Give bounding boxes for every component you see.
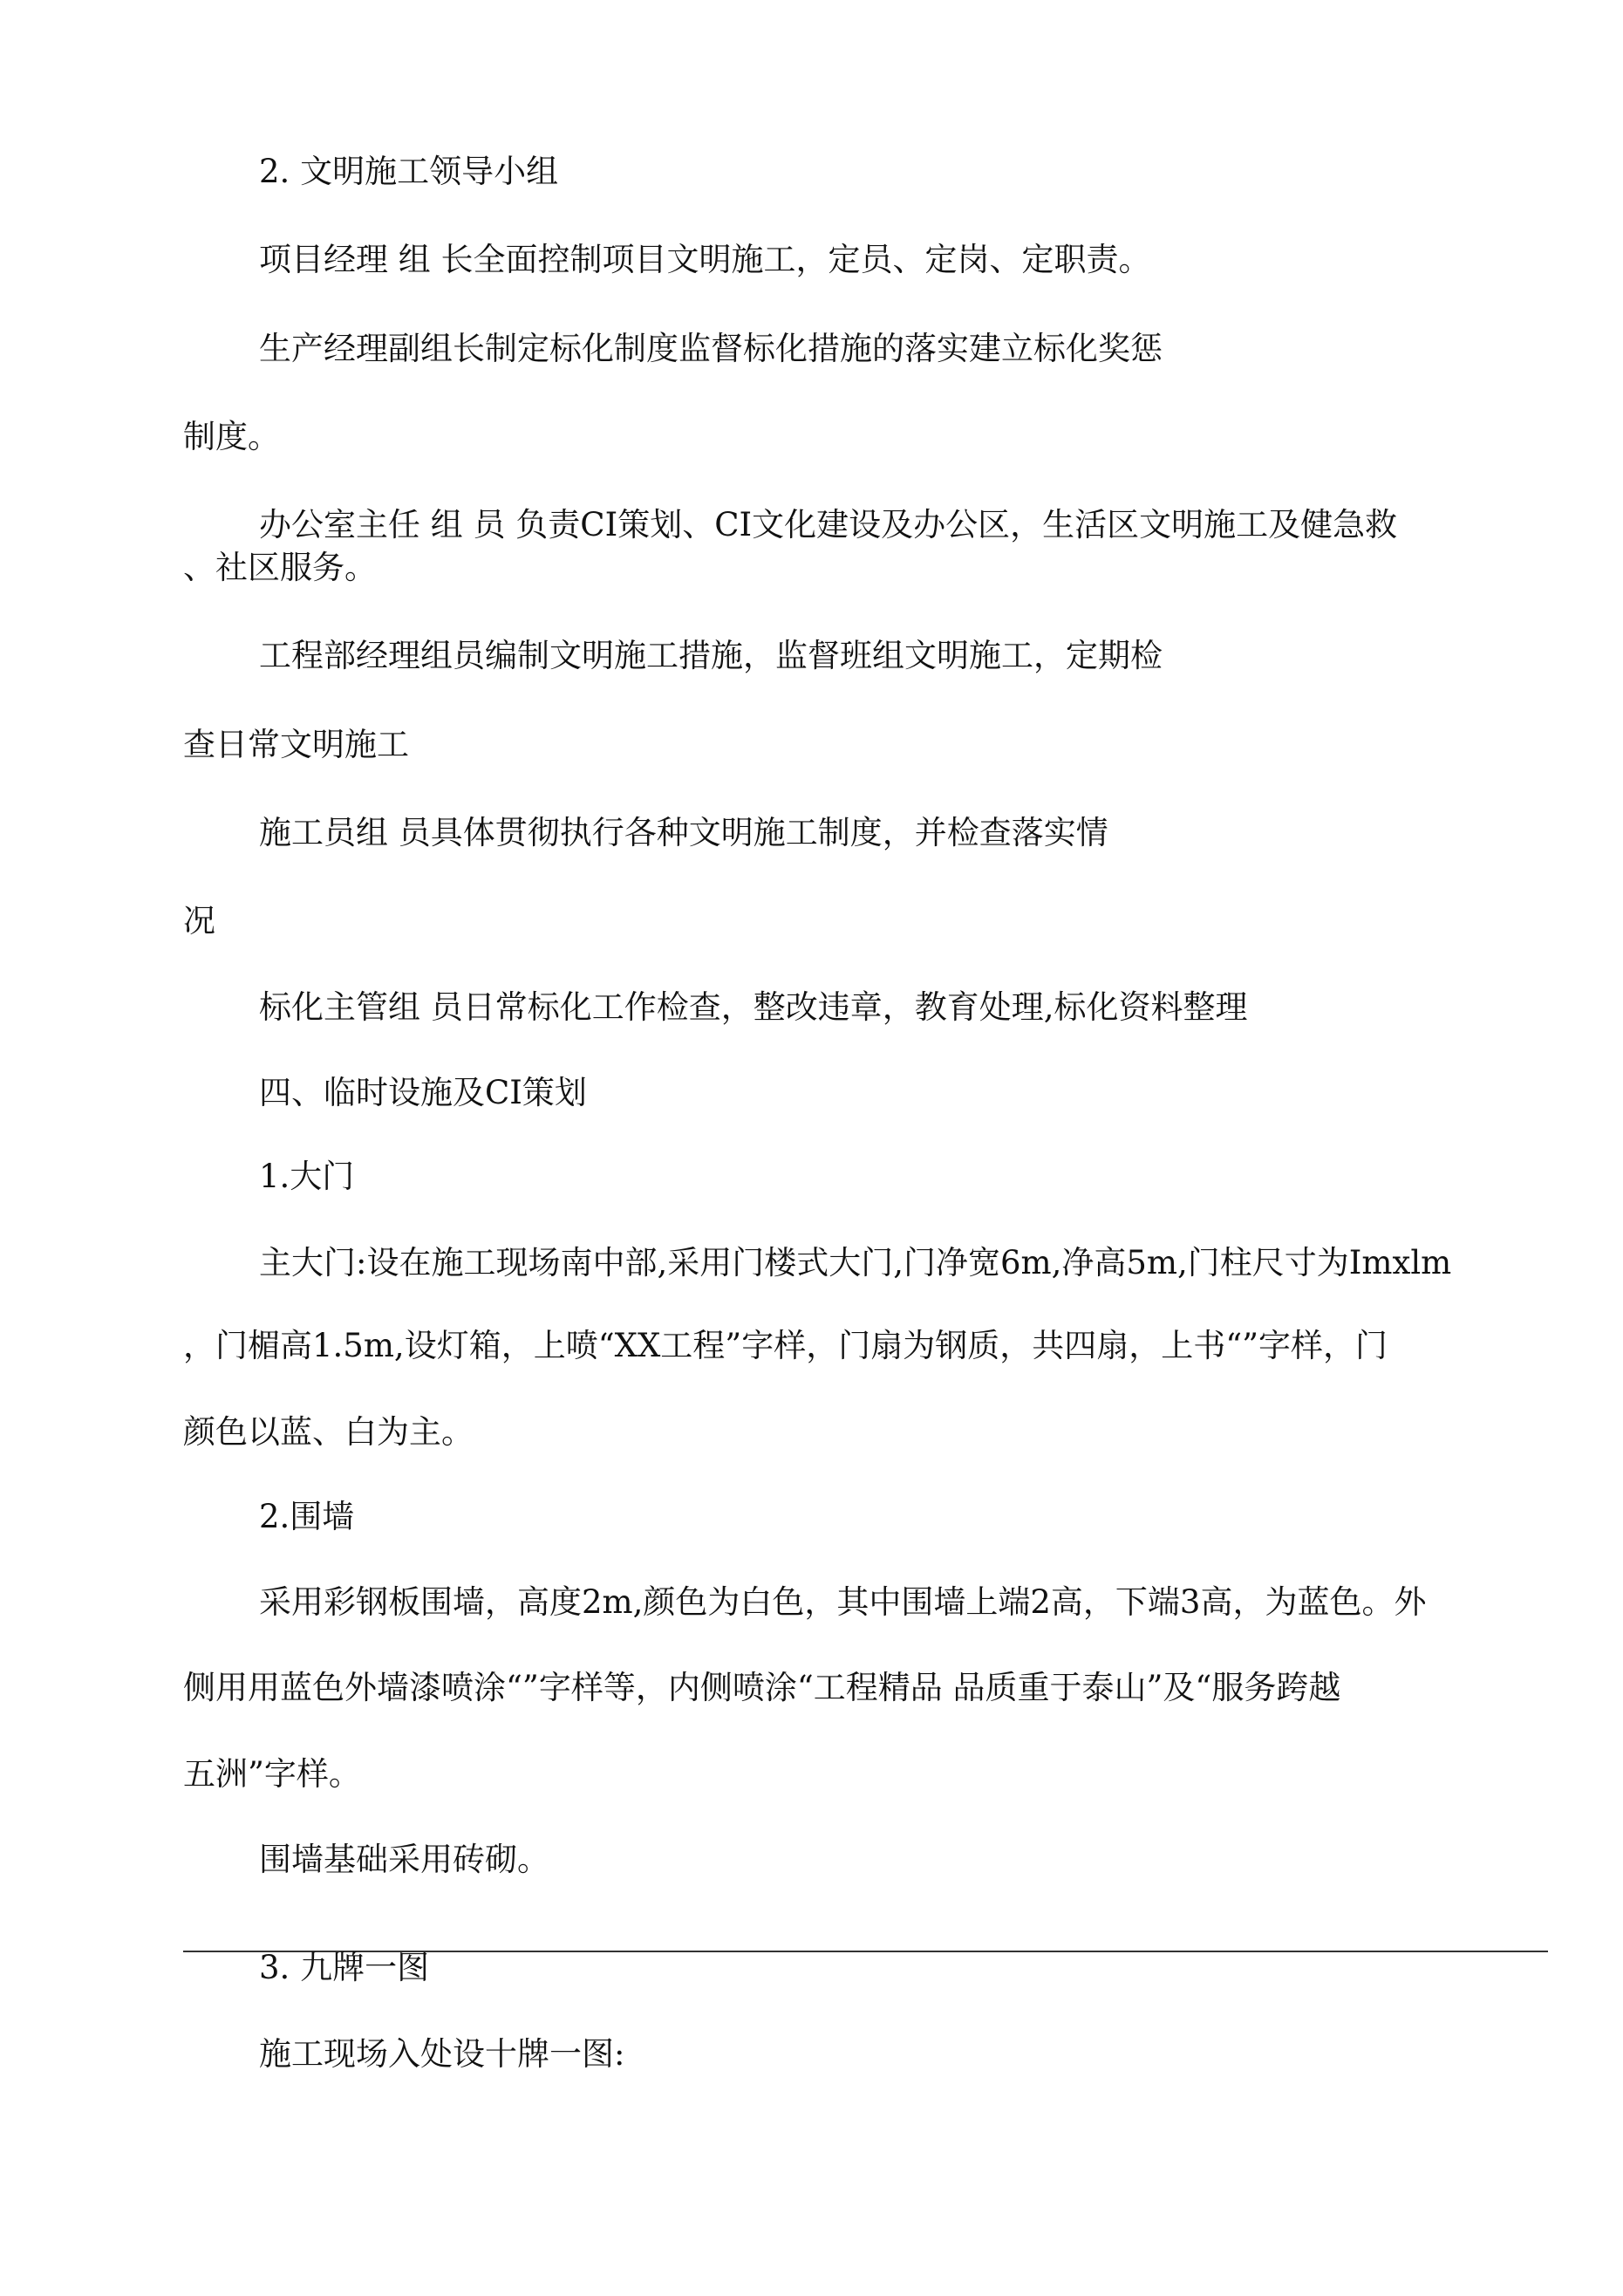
section-heading-leadership-group: 2. 文明施工领导小组 xyxy=(259,153,559,190)
paragraph-main-gate-cont-2: 颜色以蓝、白为主。 xyxy=(183,1413,474,1451)
paragraph-fence: 采用彩钢板围墙，高度2m,颜色为白色，其中围墙上端2高，下端3高，为蓝色。外 xyxy=(259,1583,1427,1621)
paragraph-project-manager: 项目经理 组 长全面控制项目文明施工，定员、定岗、定职责。 xyxy=(259,241,1151,278)
paragraph-fence-foundation: 围墙基础采用砖砌。 xyxy=(259,1841,549,1878)
paragraph-engineering-manager-cont: 查日常文明施工 xyxy=(183,726,409,763)
paragraph-construction-staff-cont: 况 xyxy=(183,902,215,940)
section-heading-temporary-facilities: 四、临时设施及CI策划 xyxy=(259,1074,587,1111)
paragraph-main-gate-cont-1: ，门楣高1.5m,设灯箱，上喷“XX工程”字样，门扇为钢质，共四扇，上书“”字样，门 xyxy=(183,1327,1388,1364)
paragraph-office-director: 办公室主任 组 员 负责CI策划、CI文化建设及办公区，生活区文明施工及健急救 xyxy=(259,506,1398,543)
subheading-nine-boards-one-map: 3. 九牌一图 xyxy=(259,1949,430,1986)
paragraph-fence-cont-1: 侧用用蓝色外墙漆喷涂“”字样等，内侧喷涂“工程精品 品质重于泰山”及“服务跨越 xyxy=(183,1669,1341,1706)
paragraph-main-gate: 主大门:设在施工现场南中部,采用门楼式大门,门净宽6m,净高5m,门柱尺寸为Imxlm xyxy=(259,1244,1452,1281)
paragraph-construction-staff: 施工员组 员具体贯彻执行各种文明施工制度，并检查落实情 xyxy=(259,814,1108,851)
paragraph-production-manager: 生产经理副组长制定标化制度监督标化措施的落实建立标化奖惩 xyxy=(259,330,1163,367)
paragraph-site-entrance-boards: 施工现场入处设十牌一图: xyxy=(259,2035,625,2073)
paragraph-fence-cont-2: 五洲”字样。 xyxy=(183,1755,361,1793)
paragraph-office-director-cont: 、社区服务。 xyxy=(183,549,377,586)
paragraph-engineering-manager: 工程部经理组员编制文明施工措施，监督班组文明施工，定期检 xyxy=(259,637,1163,674)
paragraph-production-manager-cont: 制度。 xyxy=(183,418,280,455)
subheading-gate: 1.大门 xyxy=(259,1158,355,1195)
paragraph-standardization-supervisor: 标化主管组 员日常标化工作检查，整改违章，教育处理,标化资料整理 xyxy=(259,988,1248,1026)
subheading-fence: 2.围墙 xyxy=(259,1498,355,1535)
